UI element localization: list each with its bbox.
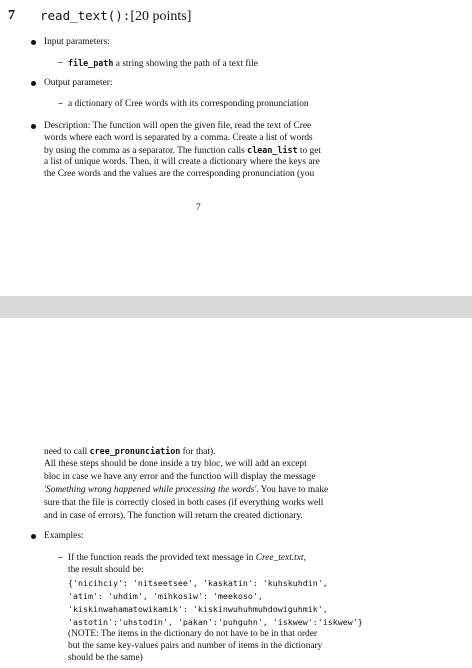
page-gap xyxy=(0,296,472,318)
dash-icon: – xyxy=(58,552,63,563)
text-run: for that). xyxy=(180,447,216,457)
example-line: the result should be: xyxy=(68,565,144,575)
description-line: words where each word is separated by a comma. Create a list of words xyxy=(44,133,313,143)
code-line: 'atim': 'uhdim', 'mihkosiw': 'meekoso', xyxy=(68,591,263,601)
text-run: to get xyxy=(297,146,322,156)
text-run: , xyxy=(303,553,306,563)
note-line: should be the same) xyxy=(68,653,143,663)
section-points: [20 points] xyxy=(130,9,192,24)
text-run: by using the comma as a separator. The function calls xyxy=(44,146,248,156)
output-desc: a dictionary of Cree words with its corresponding pronunciation xyxy=(68,99,309,109)
continued-line: All these steps should be done inside a try bloc, we will add an except xyxy=(44,459,307,469)
text-run: If the function reads the provided text message in xyxy=(68,553,256,563)
input-heading: Input parameters: xyxy=(44,37,110,47)
output-heading: Output parameter: xyxy=(44,78,113,88)
note-line: but the same key-values pairs and number of items in the dictionary xyxy=(68,641,323,651)
dash-icon: – xyxy=(58,98,63,109)
description-line: a list of unique words. Then, it will create a dictionary where the keys are xyxy=(44,157,320,167)
code-line: {'nicihciy': 'nitseetsee', 'kaskatin': 'kuhskuhdin', xyxy=(68,578,328,588)
function-name: read_text(): xyxy=(40,8,131,23)
continued-line: and in case of errors). The function will return the created dictionary. xyxy=(44,511,303,521)
dash-icon: – xyxy=(58,57,63,68)
code-cree-pronunciation: cree_pronunciation xyxy=(89,446,181,456)
text-run: need to call xyxy=(44,447,90,457)
code-line: 'astotin':'uhstodin', 'pakan':'puhguhn', 'iskwew':'iskwew'} xyxy=(68,617,363,627)
code-clean-list: clean_list xyxy=(247,145,298,155)
description-line: the Cree words and the values are the corresponding pronunciation (you xyxy=(44,169,315,179)
page-number: 7 xyxy=(196,203,201,213)
code-line: 'kiskinwahamatowikamik': 'kiskinwuhuhmuhdowiguhmik', xyxy=(68,604,328,614)
continued-line: bloc in case we have any error and the function will display the message xyxy=(44,472,316,482)
continued-line xyxy=(44,445,215,458)
file-name: Cree_text.txt xyxy=(255,553,304,563)
text-run: . You have to make xyxy=(256,485,329,495)
page-1 xyxy=(0,0,472,296)
bullet-icon xyxy=(31,534,36,539)
examples-heading: Examples: xyxy=(44,531,84,541)
bullet-icon xyxy=(31,81,36,86)
param-desc: a string showing the path of a text file xyxy=(113,59,258,69)
error-message: 'Something wrong happened while processing the words' xyxy=(44,485,257,495)
section-number: 7 xyxy=(8,8,15,23)
description-line: Description: The function will open the given file, read the text of Cree xyxy=(44,121,312,131)
bullet-icon xyxy=(31,40,36,45)
page-2 xyxy=(0,318,472,668)
bullet-icon xyxy=(31,124,36,129)
example-line xyxy=(68,552,306,564)
continued-line xyxy=(44,484,328,496)
continued-line: sure that the file is correctly closed in both cases (if everything works well xyxy=(44,498,324,508)
param-name: file_path xyxy=(68,58,114,68)
note-line: (NOTE: The items in the dictionary do not have to be in that order xyxy=(68,629,317,639)
section-title xyxy=(40,8,191,25)
input-param xyxy=(68,57,258,70)
